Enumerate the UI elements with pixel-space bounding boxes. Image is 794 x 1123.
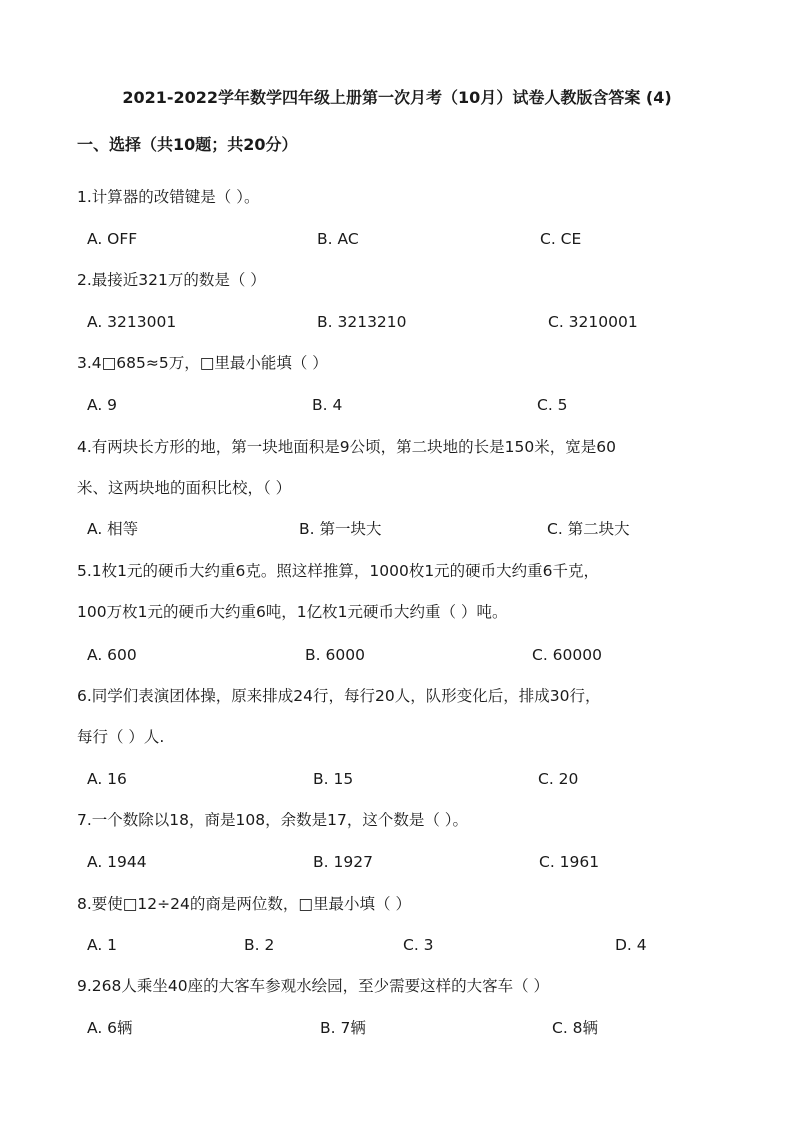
question-1-option-b: B. AC <box>317 230 359 248</box>
question-3-option-a: A. 9 <box>87 396 118 414</box>
question-5-text-line-2: 100万枚1元的硬币大约重6吨，1亿枚1元硬币大约重（ ）吨。 <box>77 603 508 621</box>
question-3-option-b: B. 4 <box>312 396 343 414</box>
question-4-text-line-2: 米、这两块地的面积比校，（ ） <box>77 479 292 497</box>
question-8-option-a: A. 1 <box>87 936 118 954</box>
question-1-option-a: A. OFF <box>87 230 138 248</box>
page-title: 2021-2022学年数学四年级上册第一次月考（10月）试卷人教版含答案 (4) <box>122 88 672 107</box>
question-5-option-b: B. 6000 <box>305 646 365 664</box>
question-2-option-a: A. 3213001 <box>87 313 177 331</box>
question-6-option-a: A. 16 <box>87 770 127 788</box>
question-4-option-b: B. 第一块大 <box>299 520 382 538</box>
question-7-text: 7.一个数除以18，商是108，余数是17，这个数是（ ）。 <box>77 811 468 829</box>
question-6-text-line-1: 6.同学们表演团体操，原来排成24行，每行20人，队形变化后，排成30行， <box>77 687 601 705</box>
question-2-option-c: C. 3210001 <box>548 313 638 331</box>
question-8-text: 8.要使□12÷24的商是两位数，□里最小填（ ） <box>77 895 411 913</box>
question-2-text: 2.最接近321万的数是（ ） <box>77 271 266 289</box>
question-5-text-line-1: 5.1枚1元的硬币大约重6克。照这样推算，1000枚1元的硬币大约重6千克， <box>77 562 600 580</box>
question-5-option-a: A. 600 <box>87 646 137 664</box>
question-9-option-b: B. 7辆 <box>320 1019 366 1037</box>
question-2-option-b: B. 3213210 <box>317 313 407 331</box>
question-4-option-a: A. 相等 <box>87 520 139 538</box>
question-9-option-a: A. 6辆 <box>87 1019 133 1037</box>
question-5-option-c: C. 60000 <box>532 646 602 664</box>
question-7-option-a: A. 1944 <box>87 853 147 871</box>
question-3-option-c: C. 5 <box>537 396 568 414</box>
question-1-text: 1.计算器的改错键是（ ）。 <box>77 188 260 206</box>
question-3-text: 3.4□685≈5万，□里最小能填（ ） <box>77 354 328 372</box>
question-9-text: 9.268人乘坐40座的大客车参观水绘园，至少需要这样的大客车（ ） <box>77 977 550 995</box>
question-4-option-c: C. 第二块大 <box>547 520 630 538</box>
question-8-option-c: C. 3 <box>403 936 434 954</box>
question-8-option-b: B. 2 <box>244 936 275 954</box>
question-1-option-c: C. CE <box>540 230 582 248</box>
question-6-option-c: C. 20 <box>538 770 579 788</box>
question-7-option-b: B. 1927 <box>313 853 373 871</box>
question-8-option-d: D. 4 <box>615 936 647 954</box>
question-6-option-b: B. 15 <box>313 770 354 788</box>
question-7-option-c: C. 1961 <box>539 853 600 871</box>
question-9-option-c: C. 8辆 <box>552 1019 599 1037</box>
question-4-text-line-1: 4.有两块长方形的地，第一块地面积是9公顷，第二块地的长是150米，宽是60 <box>77 438 616 456</box>
question-6-text-line-2: 每行（ ）人. <box>77 728 165 746</box>
section-heading: 一、选择（共10题；共20分） <box>77 135 298 154</box>
